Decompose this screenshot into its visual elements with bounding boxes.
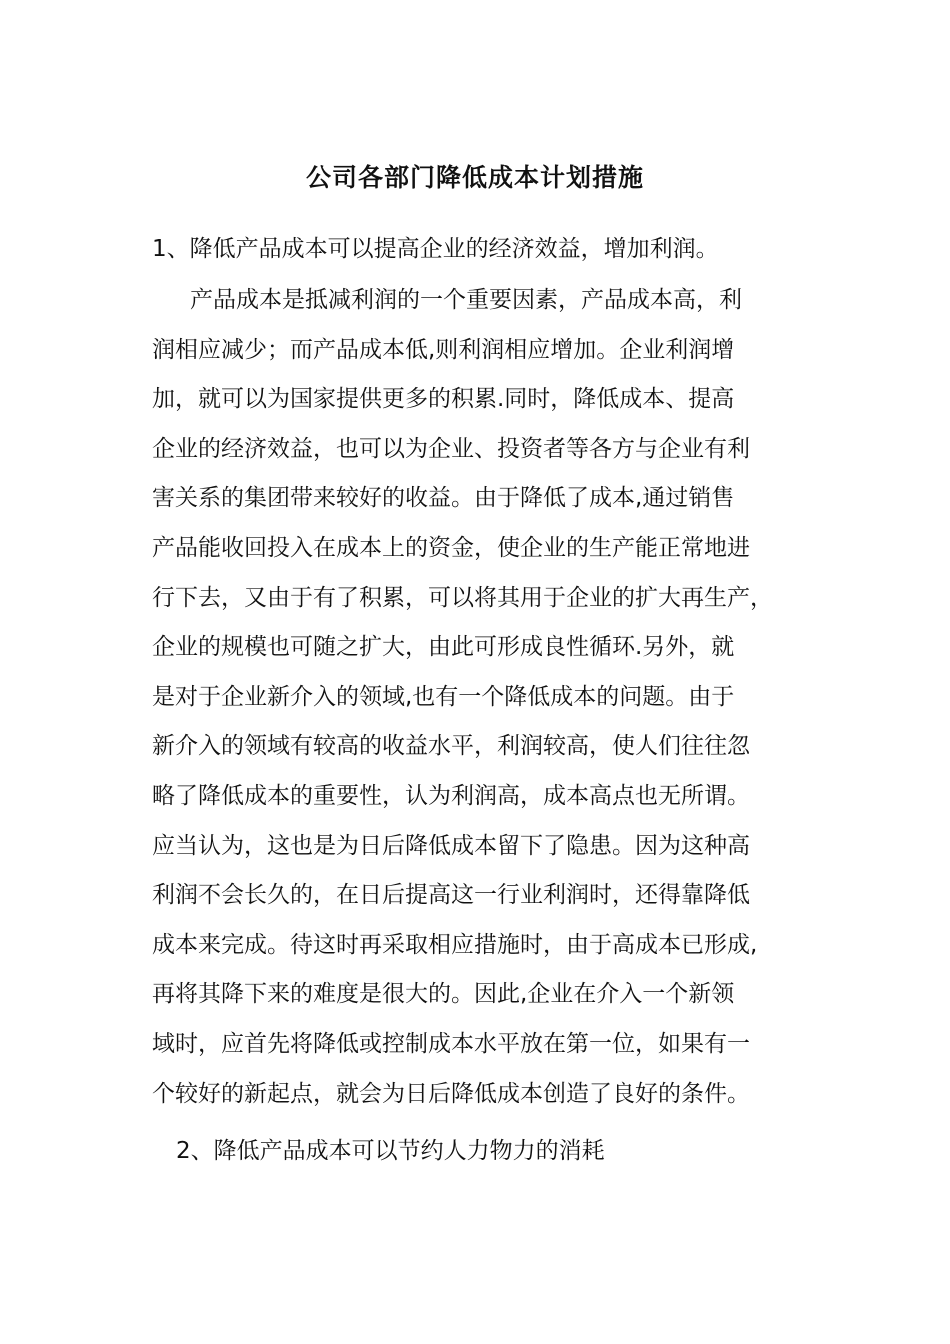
paragraph-line: 是对于企业新介入的领域,也有一个降低成本的问题。由于	[152, 683, 735, 710]
paragraph-line: 企业的经济效益，也可以为企业、投资者等各方与企业有利	[152, 435, 750, 462]
paragraph-line: 企业的规模也可随之扩大，由此可形成良性循环.另外，就	[152, 634, 735, 661]
paragraph-line: 域时，应首先将降低或控制成本水平放在第一位，如果有一	[152, 1030, 750, 1057]
paragraph-line: 行下去，又由于有了积累，可以将其用于企业的扩大再生产，	[152, 584, 773, 611]
paragraph-line: 产品成本是抵减利润的一个重要因素，产品成本高，利	[190, 287, 742, 313]
paragraph-line: 个较好的新起点，就会为日后降低成本创造了良好的条件。	[152, 1080, 750, 1107]
paragraph-line: 再将其降下来的难度是很大的。因此,企业在介入一个新领	[152, 981, 735, 1008]
section-heading-1: 1、降低产品成本可以提高企业的经济效益，增加利润。	[152, 236, 719, 262]
paragraph-line: 成本来完成。待这时再采取相应措施时，由于高成本已形成,	[152, 931, 758, 958]
paragraph-line: 加，就可以为国家提供更多的积累.同时，降低成本、提高	[152, 386, 735, 413]
document-title: 公司各部门降低成本计划措施	[305, 163, 644, 192]
paragraph-body	[152, 282, 832, 1125]
paragraph-line: 略了降低成本的重要性，认为利润高，成本高点也无所谓。	[152, 782, 750, 809]
paragraph-line: 产品能收回投入在成本上的资金，使企业的生产能正常地进	[152, 534, 750, 561]
paragraph-line: 润相应减少；而产品成本低,则利润相应增加。企业利润增	[152, 336, 735, 363]
paragraph-line: 利润不会长久的，在日后提高这一行业利润时，还得靠降低	[152, 882, 750, 909]
section-heading-2: 2、降低产品成本可以节约人力物力的消耗	[176, 1138, 605, 1164]
paragraph-line: 应当认为，这也是为日后降低成本留下了隐患。因为这种高	[152, 832, 750, 859]
paragraph-line: 新介入的领域有较高的收益水平，利润较高，使人们往往忽	[152, 733, 750, 760]
paragraph-line: 害关系的集团带来较好的收益。由于降低了成本,通过销售	[152, 485, 735, 512]
